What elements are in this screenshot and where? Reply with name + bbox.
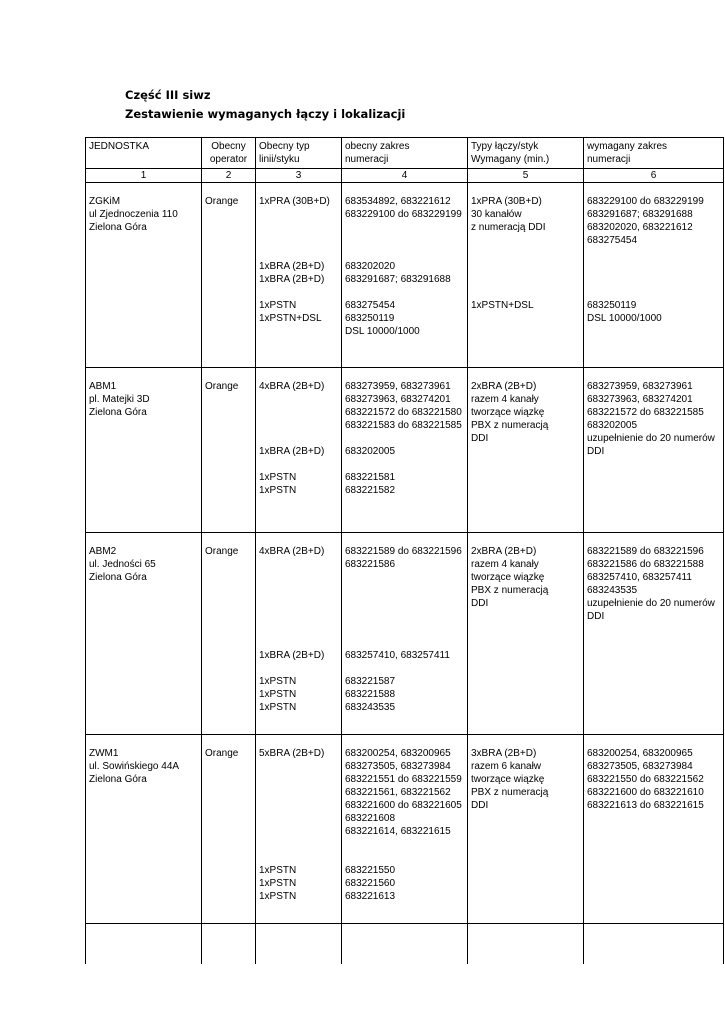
header-row	[86, 138, 724, 169]
empty-cell	[256, 924, 342, 965]
header-operator: Obecny operator	[202, 138, 256, 169]
current-range-cell: 683273959, 683273961 683273963, 683274201 683221572 do 683221580 683221583 do 683221585 683202005 683221581 683221582	[342, 368, 468, 533]
column-number: 5	[468, 169, 584, 183]
unit-cell: ABM2 ul. Jedności 65 Zielona Góra	[86, 533, 202, 735]
empty-cell	[202, 924, 256, 965]
required-range-cell: 683221589 do 683221596 683221586 do 683221588 683257410, 683257411 683243535 uzupełnienie do 20 numerów DDI	[584, 533, 724, 735]
empty-cell	[342, 924, 468, 965]
required-type-cell: 2xBRA (2B+D) razem 4 kanały tworzące wiązkę PBX z numeracją DDI	[468, 368, 584, 533]
column-number: 2	[202, 169, 256, 183]
required-type-cell: 1xPRA (30B+D) 30 kanałów z numeracją DDI 1xPSTN+DSL	[468, 183, 584, 368]
operator-cell: Orange	[202, 368, 256, 533]
current-range-cell: 683200254, 683200965 683273505, 683273984 683221551 do 683221559 683221561, 683221562 683221600 do 683221605 683221608 683221614, 683221615 683221550 683221560 683221613	[342, 735, 468, 924]
empty-cell	[468, 924, 584, 965]
column-number: 3	[256, 169, 342, 183]
empty-cell	[584, 924, 724, 965]
document-subtitle: Zestawienie wymaganych łączy i lokalizacji	[125, 107, 406, 121]
header-required-range: wymagany zakres numeracji	[584, 138, 724, 169]
current-type-cell: 4xBRA (2B+D) 1xBRA (2B+D) 1xPSTN 1xPSTN 1xPSTN	[256, 533, 342, 735]
current-type-cell: 1xPRA (30B+D) 1xBRA (2B+D) 1xBRA (2B+D) 1xPSTN 1xPSTN+DSL	[256, 183, 342, 368]
table-row	[86, 533, 724, 735]
required-type-cell: 3xBRA (2B+D) razem 6 kanałw tworzące wiązkę PBX z numeracją DDI	[468, 735, 584, 924]
required-range-cell: 683200254, 683200965 683273505, 683273984 683221550 do 683221562 683221600 do 683221610 683221613 do 683221615	[584, 735, 724, 924]
operator-cell: Orange	[202, 183, 256, 368]
links-table	[85, 137, 724, 964]
column-number: 6	[584, 169, 724, 183]
current-range-cell: 683221589 do 683221596 683221586 683257410, 683257411 683221587 683221588 683243535	[342, 533, 468, 735]
table-row	[86, 183, 724, 368]
required-range-cell: 683273959, 683273961 683273963, 683274201 683221572 do 683221585 683202005 uzupełnienie do 20 numerów DDI	[584, 368, 724, 533]
empty-cell	[86, 924, 202, 965]
table-row	[86, 368, 724, 533]
current-type-cell: 5xBRA (2B+D) 1xPSTN 1xPSTN 1xPSTN	[256, 735, 342, 924]
required-type-cell: 2xBRA (2B+D) razem 4 kanały tworzące wiązkę PBX z numeracją DDI	[468, 533, 584, 735]
unit-cell: ZWM1 ul. Sowińskiego 44A Zielona Góra	[86, 735, 202, 924]
header-unit: JEDNOSTKA	[86, 138, 202, 169]
unit-cell: ABM1 pl. Matejki 3D Zielona Góra	[86, 368, 202, 533]
current-type-cell: 4xBRA (2B+D) 1xBRA (2B+D) 1xPSTN 1xPSTN	[256, 368, 342, 533]
header-current-range: obecny zakres numeracji	[342, 138, 468, 169]
column-number: 1	[86, 169, 202, 183]
operator-cell: Orange	[202, 533, 256, 735]
document-title: Część III siwz	[125, 88, 211, 102]
header-current-type: Obecny typ linii/styku	[256, 138, 342, 169]
operator-cell: Orange	[202, 735, 256, 924]
table-row	[86, 735, 724, 924]
column-number: 4	[342, 169, 468, 183]
unit-cell: ZGKiM ul Zjednoczenia 110 Zielona Góra	[86, 183, 202, 368]
column-number-row	[86, 169, 724, 183]
table-row-continuation	[86, 924, 724, 965]
header-required-type: Typy łączy/styk Wymagany (min.)	[468, 138, 584, 169]
required-range-cell: 683229100 do 683229199 683291687; 683291688 683202020, 683221612 683275454 683250119 DSL 10000/1000	[584, 183, 724, 368]
current-range-cell: 683534892, 683221612 683229100 do 683229199 683202020 683291687; 683291688 683275454 683250119 DSL 10000/1000	[342, 183, 468, 368]
